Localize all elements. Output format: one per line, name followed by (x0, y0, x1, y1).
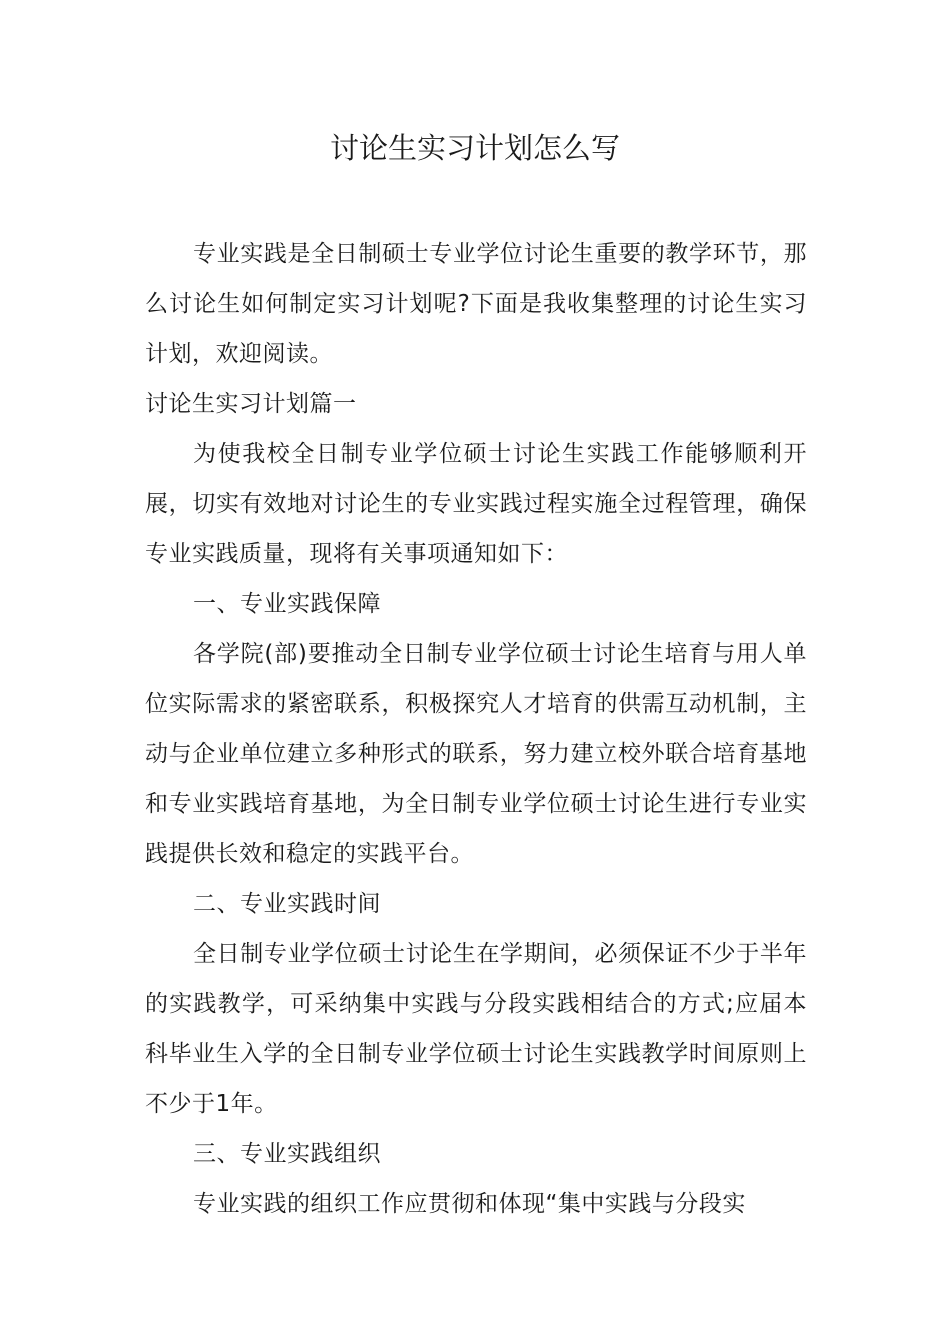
heading-practice-organization: 三、专业实践组织 (193, 1141, 381, 1167)
practice-guarantee-paragraph: 各学院(部)要推动全日制专业学位硕士讨论生培育与用人单位实际需求的紧密联系，积极探究人才培育的供需互动机制，主动与企业单位建立多种形式的联系，努力建立校外联合培育基地和专业实践培育基地，为全日制专业学位硕士讨论生进行专业实践提供长效和稳定的实践平台。 (145, 641, 807, 867)
document-body (145, 229, 807, 1229)
document-title: 讨论生实习计划怎么写 (329, 131, 620, 165)
heading-practice-guarantee: 一、专业实践保障 (193, 591, 381, 617)
intro-paragraph: 专业实践是全日制硕士专业学位讨论生重要的教学环节，那么讨论生如何制定实习计划呢?下面是我收集整理的讨论生实习计划，欢迎阅读。 (145, 241, 807, 367)
practice-organization-paragraph: 专业实践的组织工作应贯彻和体现“集中实践与分段实 (193, 1191, 746, 1217)
section-title-part-one: 讨论生实习计划篇一 (145, 391, 357, 417)
notice-paragraph: 为使我校全日制专业学位硕士讨论生实践工作能够顺利开展，切实有效地对讨论生的专业实践过程实施全过程管理，确保专业实践质量，现将有关事项通知如下： (145, 441, 807, 567)
heading-practice-time: 二、专业实践时间 (193, 891, 381, 917)
practice-time-paragraph: 全日制专业学位硕士讨论生在学期间，必须保证不少于半年的实践教学，可采纳集中实践与分段实践相结合的方式;应届本科毕业生入学的全日制专业学位硕士讨论生实践教学时间原则上不少于1年。 (145, 941, 807, 1117)
